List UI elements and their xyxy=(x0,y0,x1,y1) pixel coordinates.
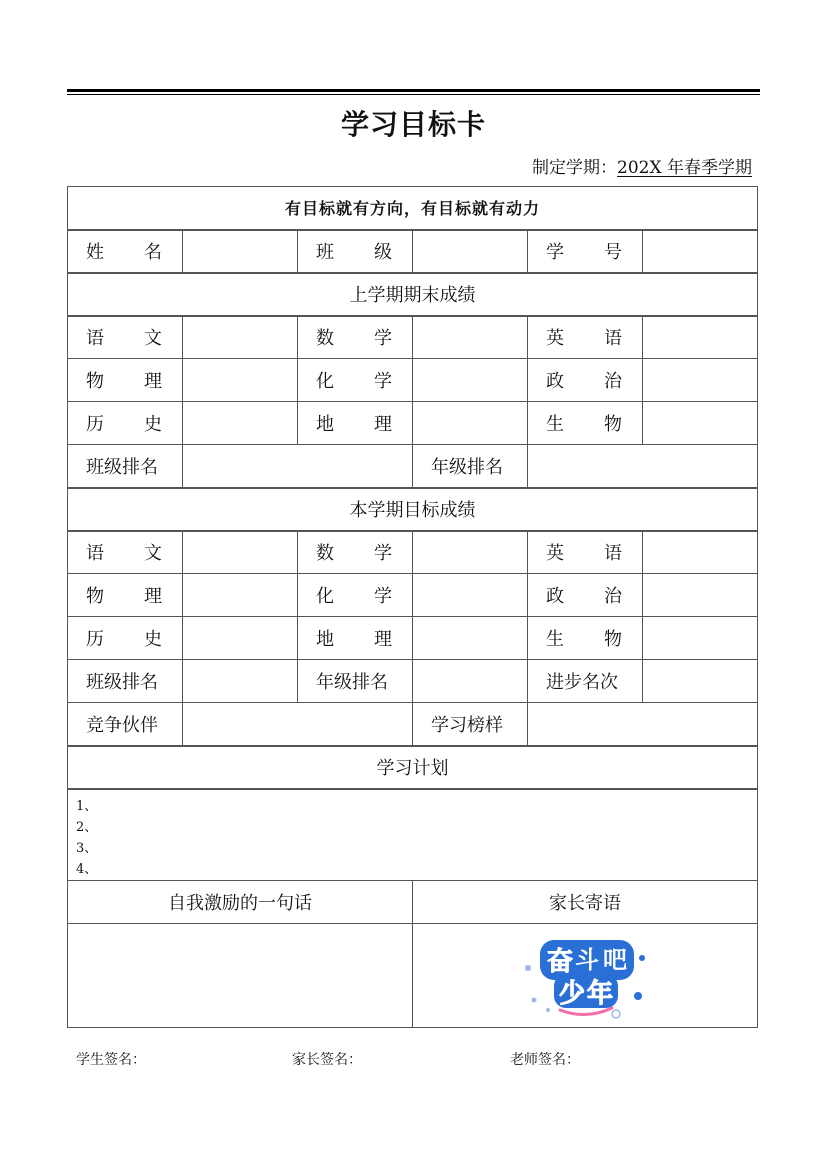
section-target: 本学期目标成绩 xyxy=(68,488,758,531)
goal-card-table xyxy=(67,186,758,1028)
subject-label: 政 治 xyxy=(528,359,643,402)
target-class-rank-field[interactable] xyxy=(183,660,298,703)
top-rule-thick xyxy=(67,89,760,92)
badge-char: 吧 xyxy=(603,946,628,974)
score-field[interactable] xyxy=(183,316,298,359)
semester-line xyxy=(532,153,752,178)
score-field[interactable] xyxy=(643,402,758,445)
role-model-label: 学习榜样 xyxy=(413,703,528,746)
plan-item: 1、 xyxy=(76,798,98,814)
semester-value[interactable]: 202X 年春季学期 xyxy=(617,158,752,178)
top-rule-thin xyxy=(67,94,760,95)
target-field[interactable] xyxy=(413,574,528,617)
target-field[interactable] xyxy=(643,617,758,660)
student-id-label: 学 号 xyxy=(528,230,643,273)
subject-label: 数 学 xyxy=(298,316,413,359)
target-field[interactable] xyxy=(643,574,758,617)
progress-rank-field[interactable] xyxy=(643,660,758,703)
target-field[interactable] xyxy=(183,574,298,617)
target-class-rank-label: 班级排名 xyxy=(68,660,183,703)
fendou-badge-illustration xyxy=(520,930,650,1020)
page-title: 学习目标卡 xyxy=(340,108,486,141)
subject-label: 物 理 xyxy=(68,359,183,402)
score-field[interactable] xyxy=(413,402,528,445)
subject-label: 地 理 xyxy=(298,402,413,445)
target-field[interactable] xyxy=(643,531,758,574)
subject-label: 地 理 xyxy=(298,617,413,660)
subject-label: 英 语 xyxy=(528,531,643,574)
subject-label: 生 物 xyxy=(528,402,643,445)
motto: 有目标就有方向，有目标就有动力 xyxy=(68,187,758,230)
self-motivation-field[interactable] xyxy=(68,923,413,1027)
self-motivation-header: 自我激励的一句话 xyxy=(68,880,413,923)
subject-label: 政 治 xyxy=(528,574,643,617)
subject-label: 化 学 xyxy=(298,574,413,617)
class-label: 班 级 xyxy=(298,230,413,273)
competitor-field[interactable] xyxy=(183,703,413,746)
target-field[interactable] xyxy=(183,531,298,574)
class-field[interactable] xyxy=(413,230,528,273)
plan-item: 4、 xyxy=(76,861,98,877)
subject-label: 物 理 xyxy=(68,574,183,617)
subject-label: 语 文 xyxy=(68,316,183,359)
progress-rank-label: 进步名次 xyxy=(528,660,643,703)
plan-item: 2、 xyxy=(76,819,98,835)
score-field[interactable] xyxy=(183,402,298,445)
target-field[interactable] xyxy=(183,617,298,660)
subject-label: 化 学 xyxy=(298,359,413,402)
subject-label: 英 语 xyxy=(528,316,643,359)
score-field[interactable] xyxy=(413,359,528,402)
target-grade-rank-field[interactable] xyxy=(413,660,528,703)
badge-graphic xyxy=(520,930,650,1020)
semester-label: 制定学期： xyxy=(532,158,618,178)
role-model-field[interactable] xyxy=(528,703,758,746)
grade-rank-label: 年级排名 xyxy=(413,445,528,488)
target-field[interactable] xyxy=(413,617,528,660)
parent-signature[interactable]: 家长签名： xyxy=(292,1052,362,1068)
parent-message-field[interactable] xyxy=(413,923,758,1027)
plan-area[interactable] xyxy=(68,789,758,881)
name-label: 姓 名 xyxy=(68,230,183,273)
section-plan: 学习计划 xyxy=(68,746,758,789)
student-id-field[interactable] xyxy=(643,230,758,273)
subject-label: 语 文 xyxy=(68,531,183,574)
target-grade-rank-label: 年级排名 xyxy=(298,660,413,703)
subject-label: 数 学 xyxy=(298,531,413,574)
grade-rank-field[interactable] xyxy=(528,445,758,488)
student-signature[interactable]: 学生签名： xyxy=(76,1052,146,1068)
class-rank-field[interactable] xyxy=(183,445,413,488)
competitor-label: 竞争伙伴 xyxy=(68,703,183,746)
parent-message-header: 家长寄语 xyxy=(413,880,758,923)
badge-char: 年 xyxy=(587,979,614,1009)
badge-char: 奋 xyxy=(547,947,574,977)
subject-label: 历 史 xyxy=(68,617,183,660)
badge-char: 斗 xyxy=(575,946,600,974)
score-field[interactable] xyxy=(183,359,298,402)
name-field[interactable] xyxy=(183,230,298,273)
teacher-signature[interactable]: 老师签名： xyxy=(510,1052,580,1068)
score-field[interactable] xyxy=(643,359,758,402)
target-field[interactable] xyxy=(413,531,528,574)
class-rank-label: 班级排名 xyxy=(68,445,183,488)
score-field[interactable] xyxy=(643,316,758,359)
plan-item: 3、 xyxy=(76,840,98,856)
subject-label: 生 物 xyxy=(528,617,643,660)
section-last-term: 上学期期末成绩 xyxy=(68,273,758,316)
subject-label: 历 史 xyxy=(68,402,183,445)
badge-char: 少 xyxy=(559,979,586,1009)
score-field[interactable] xyxy=(413,316,528,359)
